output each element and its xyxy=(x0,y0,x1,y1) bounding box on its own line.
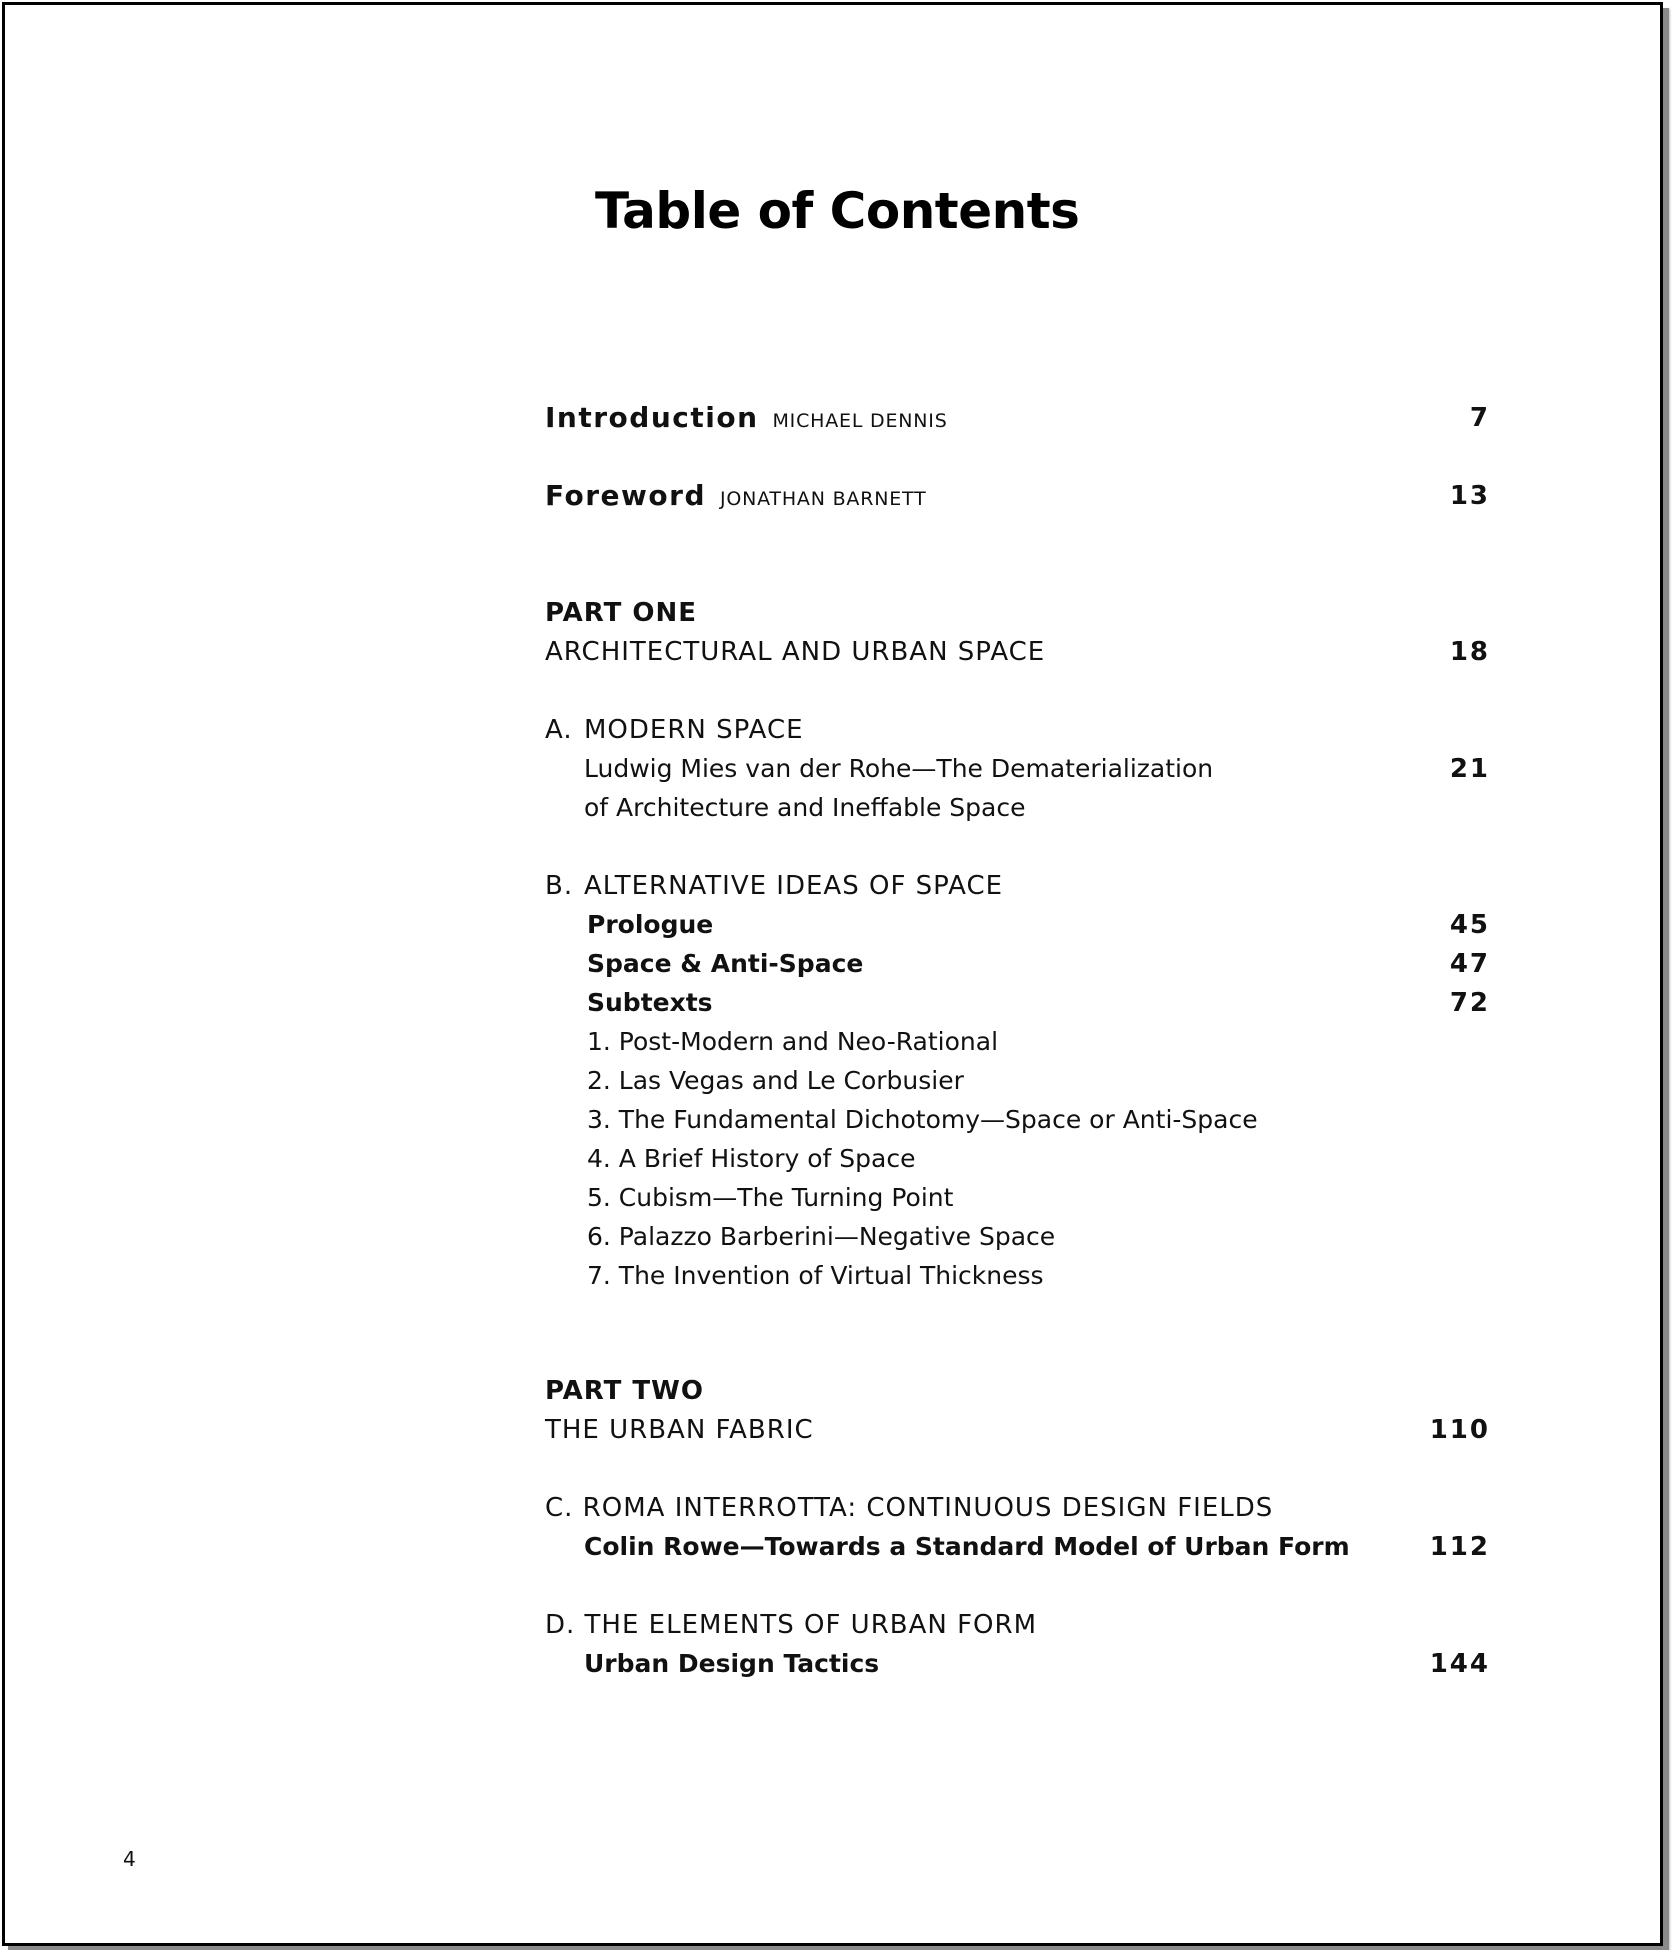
section-a-heading xyxy=(545,711,1490,749)
section-d-heading: D. THE ELEMENTS OF URBAN FORM xyxy=(545,1610,1038,1640)
page-number: 144 xyxy=(1429,1649,1490,1679)
page-number: 47 xyxy=(1449,949,1490,979)
entry-label: Introduction xyxy=(545,401,759,434)
entry-author: MICHAEL DENNIS xyxy=(772,410,948,432)
section-letter: B. xyxy=(545,871,574,901)
page-title: Table of Contents xyxy=(595,182,1080,240)
page-number: 112 xyxy=(1429,1532,1490,1562)
section-title: ALTERNATIVE IDEAS OF SPACE xyxy=(584,871,1004,901)
toc-entry-foreword[interactable] xyxy=(545,477,1490,515)
entry-author: JONATHAN BARNETT xyxy=(719,488,927,510)
page-number: 72 xyxy=(1449,988,1490,1018)
entry-label: Prologue xyxy=(587,910,714,939)
entry-label: Subtexts xyxy=(587,988,713,1017)
toc-entry-part-two[interactable] xyxy=(545,1411,1490,1449)
toc-entry-part-one[interactable] xyxy=(545,633,1490,671)
toc-entry-space-anti-space[interactable] xyxy=(587,945,1490,983)
part-one-label: PART ONE xyxy=(545,598,698,628)
section-letter: A. xyxy=(545,715,573,745)
toc-entry-urban-design-tactics[interactable] xyxy=(584,1645,1490,1683)
toc-entry-mies[interactable] xyxy=(584,750,1490,788)
subtext-item: 3. The Fundamental Dichotomy—Space or Anti-Space xyxy=(587,1105,1258,1134)
part-title: ARCHITECTURAL AND URBAN SPACE xyxy=(545,637,1046,667)
entry-label: Colin Rowe—Towards a Standard Model of Urban Form xyxy=(584,1532,1350,1561)
toc-entry-prologue[interactable] xyxy=(587,906,1490,944)
section-c-heading: C. ROMA INTERROTTA: CONTINUOUS DESIGN FIELDS xyxy=(545,1493,1274,1523)
part-title: THE URBAN FABRIC xyxy=(545,1415,814,1445)
entry-label: Foreword xyxy=(545,479,706,512)
page-number: 110 xyxy=(1429,1415,1490,1445)
toc-entry-mies-continued: of Architecture and Ineffable Space xyxy=(584,793,1026,822)
page-number: 13 xyxy=(1449,481,1490,511)
subtext-item: 5. Cubism—The Turning Point xyxy=(587,1183,954,1212)
page-number: 45 xyxy=(1449,910,1490,940)
toc-entry-subtexts[interactable] xyxy=(587,984,1490,1022)
subtext-item: 2. Las Vegas and Le Corbusier xyxy=(587,1066,964,1095)
entry-label: Space & Anti-Space xyxy=(587,949,864,978)
page-number: 21 xyxy=(1449,754,1490,784)
subtext-item: 1. Post-Modern and Neo-Rational xyxy=(587,1027,999,1056)
subtext-item: 4. A Brief History of Space xyxy=(587,1144,916,1173)
subtext-item: 6. Palazzo Barberini—Negative Space xyxy=(587,1222,1056,1251)
toc-entry-colin-rowe[interactable] xyxy=(584,1528,1490,1566)
part-two-label: PART TWO xyxy=(545,1376,704,1406)
toc-entry-introduction[interactable] xyxy=(545,399,1490,437)
page-folio: 4 xyxy=(123,1847,136,1871)
section-title: MODERN SPACE xyxy=(584,715,804,745)
entry-label: Urban Design Tactics xyxy=(584,1649,880,1678)
entry-label: Ludwig Mies van der Rohe—The Dematerialization xyxy=(584,754,1214,783)
section-b-heading xyxy=(545,867,1490,905)
page-number: 18 xyxy=(1449,637,1490,667)
page-number: 7 xyxy=(1469,403,1490,433)
subtext-item: 7. The Invention of Virtual Thickness xyxy=(587,1261,1044,1290)
